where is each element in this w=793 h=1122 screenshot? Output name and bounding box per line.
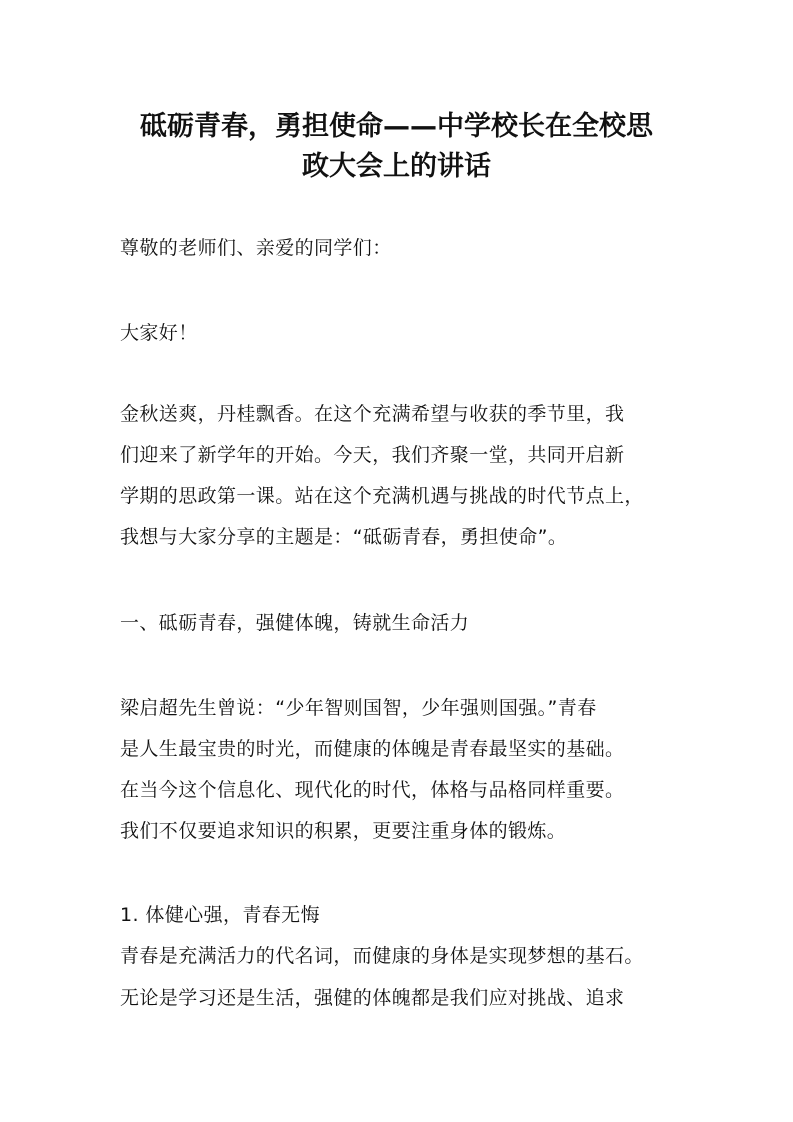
title-line-1: 砥砺青春，勇担使命——中学校长在全校思 (140, 111, 653, 142)
paragraph-line: 是人生最宝贵的时光，而健康的体魄是青春最坚实的基础。 (120, 738, 625, 760)
salutation: 尊敬的老师们、亲爱的同学们： (120, 237, 392, 259)
greeting: 大家好！ (120, 322, 198, 344)
title-line-2: 政大会上的讲话 (302, 151, 491, 182)
intro-line: 金秋送爽，丹桂飘香。在这个充满希望与收获的季节里，我 (120, 403, 625, 425)
intro-line: 们迎来了新学年的开始。今天，我们齐聚一堂，共同开启新 (120, 444, 625, 466)
section-heading: 一、砥砺青春，强健体魄，铸就生命活力 (120, 612, 470, 634)
paragraph-line: 青春是充满活力的代名词，而健康的身体是实现梦想的基石。 (120, 945, 644, 967)
paragraph-line: 梁启超先生曾说：“少年智则国智，少年强则国强。”青春 (120, 697, 597, 719)
paragraph-line: 在当今这个信息化、现代化的时代，体格与品格同样重要。 (120, 779, 625, 801)
paragraph-line: 我们不仅要追求知识的积累，更要注重身体的锻炼。 (120, 820, 567, 842)
subsection-heading: 1. 体健心强，青春无悔 (120, 904, 320, 926)
intro-line: 学期的思政第一课。站在这个充满机遇与挑战的时代节点上， (120, 485, 644, 507)
intro-line: 我想与大家分享的主题是：“砥砺青春，勇担使命”。 (120, 526, 568, 548)
paragraph-line: 无论是学习还是生活，强健的体魄都是我们应对挑战、追求 (120, 987, 625, 1009)
